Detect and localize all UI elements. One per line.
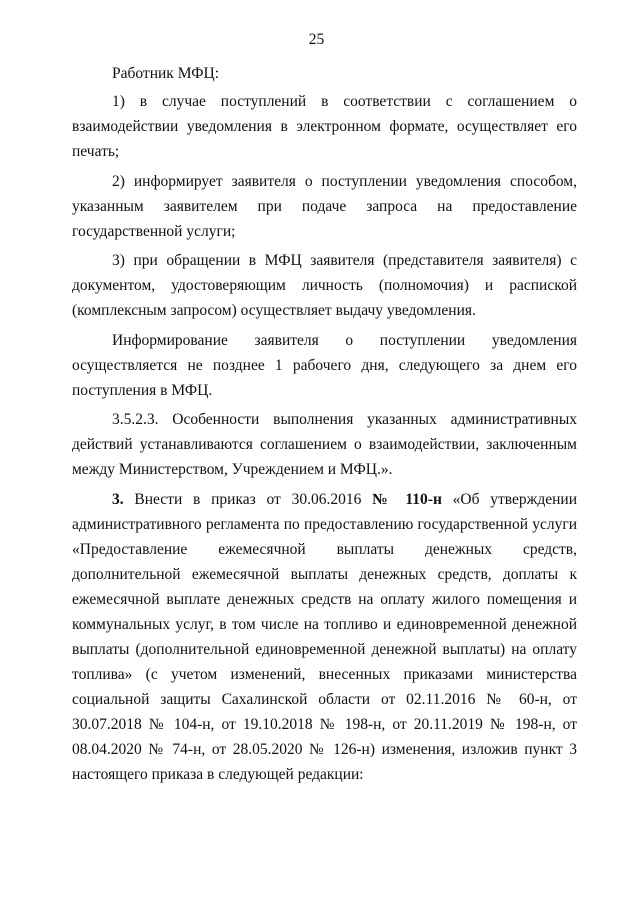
- page-number: 25: [308, 31, 325, 48]
- heading-line: Работник МФЦ:: [112, 65, 220, 82]
- point-3-paragraph: [72, 487, 577, 787]
- inform-paragraph: Информирование заявителя о поступлении уведомления осуществляется не позднее 1 рабочего дня, следующего за днем его поступления в МФЦ.: [72, 331, 577, 399]
- list-item-1: 1) в случае поступлений в соответствии с соглашением о взаимодействии уведомления в электронном формате, осуществляет его печать;: [72, 93, 577, 160]
- order-number: № 110-н: [372, 490, 442, 508]
- section-paragraph: 3.5.2.3. Особенности выполнения указанных административных действий устанавливаются соглашением о взаимодействии, заключенным между Министерством, Учреждением и МФЦ.».: [72, 411, 577, 478]
- point-3-text-part-2: «Об утверждении административного регламента по предоставлению государственной услуги «Предоставление ежемесячной выплаты денежных средств, дополнительной ежемесячной выплаты денежных средств, доплаты к ежемесячной выплате денежных средств на оплату жилого помещения и коммунальных услуг, в том числе на топливо и единовременной денежной выплаты (дополнительной единовременной денежной выплаты) на оплату топлива» (с учетом изменений, внесенных приказами министерства социальной защиты Сахалинской области от 02.11.2016 № 60-н, от 30.07.2018 № 104-н, от 19.10.2018 № 198-н, от 20.11.2019 № 198-н, от 08.04.2020 № 74-н, от 28.05.2020 № 126-н) изменения, изложив пункт 3 настоящего приказа в следующей редакции:: [72, 490, 577, 783]
- list-item-2: 2) информирует заявителя о поступлении уведомления способом, указанным заявителем при подаче запроса на предоставление государственной услуги;: [72, 172, 577, 240]
- list-item-3: 3) при обращении в МФЦ заявителя (представителя заявителя) с документом, удостоверяющим личность (полномочия) и распиской (комплексным запросом) осуществляет выдачу уведомления.: [72, 252, 577, 319]
- point-3-number: 3.: [112, 490, 124, 508]
- document-body: [72, 61, 577, 791]
- point-3-text-part-1: Внести в приказ от 30.06.2016: [123, 490, 373, 508]
